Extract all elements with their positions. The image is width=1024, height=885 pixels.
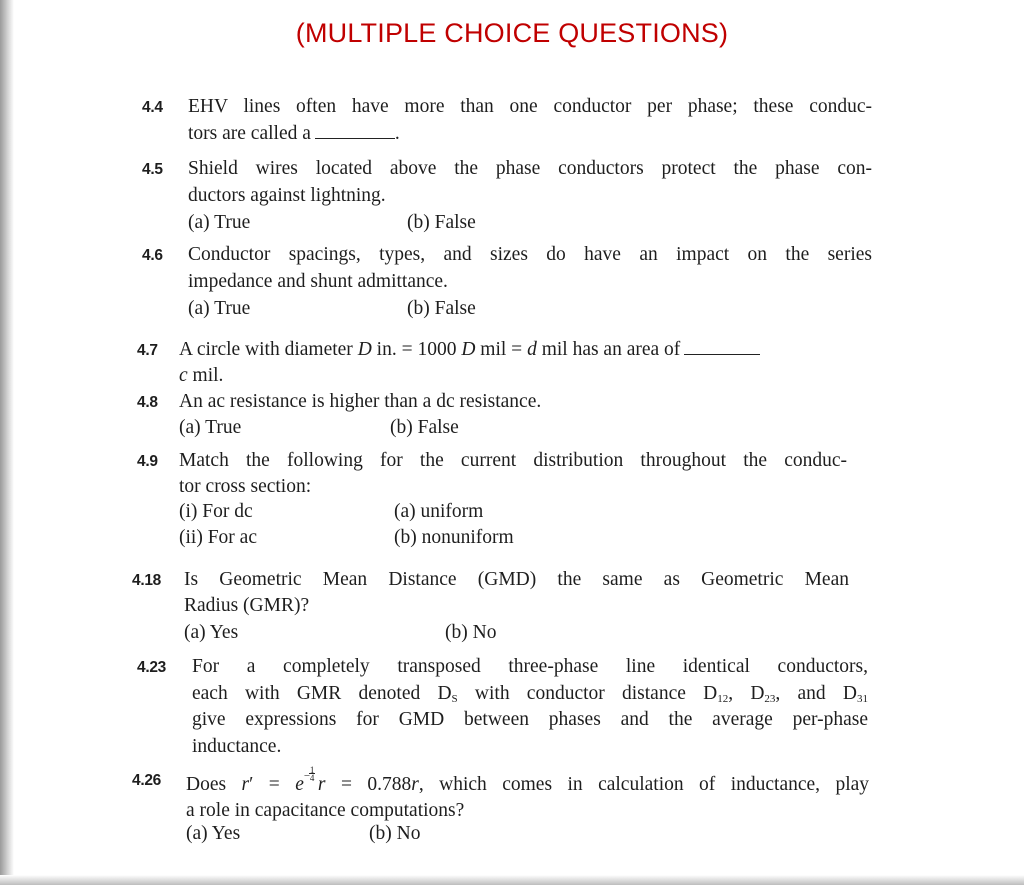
question-4-4 xyxy=(142,93,872,147)
question-number: 4.4 xyxy=(142,99,163,116)
question-text-line: give expressions for GMD between phases and the average per-phase xyxy=(192,709,868,730)
screenshot-bottom-edge xyxy=(0,875,1024,885)
match-item-i: (i) For dc xyxy=(179,501,253,522)
screenshot-left-edge xyxy=(0,0,14,885)
question-text-line: impedance and shunt admittance. xyxy=(188,271,448,292)
option-a: (a) True xyxy=(188,212,251,233)
question-text-line: ductors against lightning. xyxy=(188,185,386,206)
option-a: (a) True xyxy=(188,298,251,319)
question-4-5 xyxy=(142,155,872,239)
question-text-line: tors are called a . xyxy=(188,123,400,144)
question-4-26 xyxy=(132,767,869,849)
exponent-fraction: − 1 4 xyxy=(303,765,315,783)
question-number: 4.5 xyxy=(142,161,163,178)
question-text-line: Does r′ = e − 1 4 r = 0.788r, which comes in calculation of inductance, play xyxy=(186,765,870,795)
option-a: (a) True xyxy=(179,417,242,438)
match-item-ii: (ii) For ac xyxy=(179,527,257,548)
page-title: (MULTIPLE CHOICE QUESTIONS) xyxy=(295,18,729,48)
option-b: (b) False xyxy=(407,298,476,319)
question-text-line: Is Geometric Mean Distance (GMD) the same as Geometric Mean xyxy=(184,569,849,590)
question-text-line: For a completely transposed three-phase line identical conductors, xyxy=(192,656,868,677)
question-text-line: each with GMR denoted $D_S$ with conductor distance $D_{12}$, $D_{23}$, and $D_{31}$ xyxy=(192,682,868,705)
question-text-line: Match the following for the current distribution throughout the conduc- xyxy=(179,450,847,471)
option-b: (b) False xyxy=(407,212,476,233)
question-number: 4.6 xyxy=(142,247,163,264)
question-text-line: a role in capacitance computations? xyxy=(186,800,465,821)
question-text-line: Radius (GMR)? xyxy=(184,595,310,616)
question-text-line: An ac resistance is higher than a dc resistance. xyxy=(179,391,542,412)
question-number: 4.23 xyxy=(137,659,166,676)
match-option-b: (b) nonuniform xyxy=(394,527,514,548)
question-number: 4.8 xyxy=(137,394,158,411)
question-text-line: Shield wires located above the phase conductors protect the phase con- xyxy=(188,158,872,179)
option-b: (b) False xyxy=(390,417,459,438)
question-text-line: EHV lines often have more than one conductor per phase; these conduc- xyxy=(188,96,872,117)
question-text-line: Conductor spacings, types, and sizes do have an impact on the series xyxy=(188,244,872,265)
option-b: (b) No xyxy=(369,823,421,844)
match-option-a: (a) uniform xyxy=(394,501,484,522)
question-number: 4.26 xyxy=(132,772,161,789)
question-4-7 xyxy=(137,337,867,389)
option-a: (a) Yes xyxy=(186,823,241,844)
question-text-line: tor cross section: xyxy=(179,476,312,497)
answer-blank xyxy=(684,353,760,355)
question-text-line: inductance. xyxy=(192,735,282,757)
question-number: 4.7 xyxy=(137,342,158,359)
question-number: 4.9 xyxy=(137,453,158,470)
question-4-23 xyxy=(137,654,868,760)
question-number: 4.18 xyxy=(132,572,161,589)
question-4-8 xyxy=(137,389,867,443)
option-a: (a) Yes xyxy=(184,622,239,643)
question-4-6 xyxy=(142,241,872,325)
question-4-9 xyxy=(137,448,847,553)
question-4-18 xyxy=(132,567,849,649)
option-b: (b) No xyxy=(445,622,497,643)
question-text-line: A circle with diameter D in. = 1000 D mil = d mil has an area of xyxy=(179,337,867,363)
answer-blank xyxy=(315,137,395,139)
question-text-line: c mil. xyxy=(179,365,224,386)
